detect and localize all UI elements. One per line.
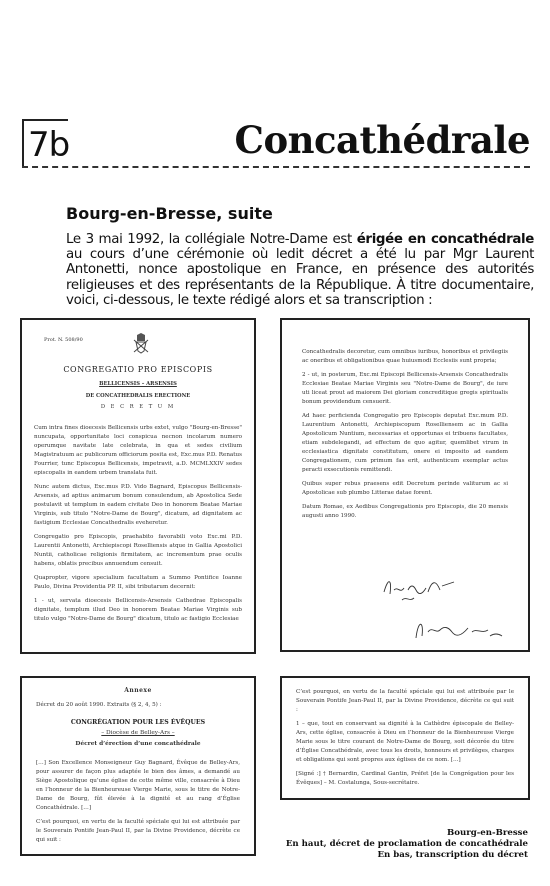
latin-paragraph: Datum Romae, ex Aedibus Congregationis pro Episcopis, die 20 mensis augusti anno 1990.: [302, 504, 508, 519]
cardinal-signature-icon: [382, 572, 462, 606]
transcription-signature: [Signé :] † Bernardin, Cardinal Gantin, Préfet [de la Congrégation pour les Évêques] – M. Costalunga, Sous-secrétaire.: [296, 771, 514, 786]
protocol-number: Prot. N. 508/90: [44, 337, 83, 343]
congregation-heading-fr: CONGRÉGATION POUR LES ÉVÊQUES: [70, 719, 206, 726]
page-number: 7b: [28, 125, 70, 165]
caption-line: En bas, transcription du décret: [377, 850, 528, 860]
caption-line: Bourg-en-Bresse: [446, 828, 528, 838]
section-subtitle: Bourg-en-Bresse, suite: [66, 204, 273, 223]
transcription-paragraph: […] Son Excellence Monseigneur Guy Bagnard, Évêque de Belley-Ars, pour assurer de façon plus adaptée le bien des âmes, a demandé au Siège Apostolique qu’une église de cette même ville, consacrée à Dieu en l’honneur de la Bienheureuse Vierge Marie, sous le titre de Notre-Dame de Bourg, fût élevée à la dignité et au rang d’Église Concathédrale. […]: [36, 760, 240, 811]
decree-scan-page-2: [280, 318, 530, 652]
latin-paragraph: Congregatio pro Episcopis, praehabito favorabili voto Exc.mi P.D. Laurentii Antonetti, Archiepiscopi Roselliensis atque in Gallia Apostolici Nuntii, catholicae religionis firmitatem, ac incrementum prae oculis habens, oblatis precibus annuendum censuit.: [34, 534, 242, 567]
transcription-page-1: [20, 676, 256, 856]
papal-crest-icon: [130, 332, 152, 354]
decree-scan-page-1: [20, 318, 256, 654]
decretum-heading: D E C R E T U M: [100, 404, 176, 410]
latin-paragraph: Cum intra fines dioecesis Bellicensis urbs extet, vulgo "Bourg-en-Bresse" nuncupata, opportunitate loci conspicua necnon incolarum numero operumque navitate late celebrata, in qua et sedes civilium Magistratuum ac publicorum officiorum posita est, Exc.mus P.D. Renatus Fourrier, tunc Episcopus Bellicensis, impetravit, a.D. MCMLXXIV sedes episcopalis in eandem urbem translata fuit.: [34, 425, 242, 476]
latin-paragraph: Ad haec perficienda Congregatio pro Episcopis deputat Exc.mum P.D. Laurentium Antonetti, Archiepiscopum Roselliensem ac in Gallia Apostolicum Nuntium, necessarias et opportunas ei tribuens facultates, etiam subdelegandi, ad effectum de quo agitur, quemlibet virum in ecclesiastica dignitate constitutum, onere ei imposito ad eandem Congregationem, cum primum fas erit, authenticum exemplar actus peracti exsecutionis remittendi.: [302, 413, 508, 473]
erection-heading: DE CONCATHEDRALIS ERECTIONE: [85, 393, 191, 399]
latin-paragraph: Concathedralis decoretur, cum omnibus iuribus, honoribus et privilegiis ac oneribus et obligationibus quae huiusmodi Ecclesiis sunt propria;: [302, 349, 508, 364]
transcription-page-2: [280, 676, 530, 800]
transcription-paragraph: 1 – que, tout en conservant sa dignité à la Cathèdre épiscopale de Belley-Ars, cette église, consacrée à Dieu en l’honneur de la Bienheureuse Vierge Marie sous le titre courant de Notre-Dame de Bourg, soit décorée du titre d’Église Concathédrale, avec tous les droits, honneurs et privilèges, charges et obligations qui sont propres aux églises de ce nom. […]: [296, 721, 514, 763]
latin-paragraph: 2 - ut, in posterum, Exc.mi Episcopi Bellicensis-Arsensis Concathedralis Ecclesiae Beatae Mariae Virginis seu "Notre-Dame de Bourg", de iure uti liceat prout ad maiorem Dei gloriam concreditique gregis spiritualis bonum providendum censuerit.: [302, 372, 508, 405]
page-title: Concathédrale: [234, 118, 530, 162]
intro-paragraph: [66, 232, 534, 308]
decree-subject-fr: Décret d’érection d’une concathédrale: [75, 741, 201, 747]
annexe-heading: Annexe: [124, 687, 152, 694]
latin-paragraph: 1 - ut, servata dioecesis Bellicensis-Arsensis Cathedrae Episcopalis dignitate, templum illud Deo in honorem Beatae Mariae Virginis sub titulo vulgo "Notre-Dame de Bourg" dicatum, titulo ac fastigio Ecclesiae: [34, 598, 242, 622]
caption-line: En haut, décret de proclamation de concathédrale: [285, 839, 528, 849]
latin-paragraph: Nunc autem dictus, Exc.mus P.D. Vido Bagnard, Episcopus Bellicensis-Arsensis, ad aptius animarum bonum consulendum, ab Apostolica Sede postulavit ut templum in eadem civitate Deo in honorem Beatae Mariae Virginis, sub titulo "Notre-Dame de Bourg", dicatum, ad dignitatem ac fastigium Ecclesiae Concathedralis eveheretur.: [34, 484, 242, 526]
latin-paragraph: Quibus super rebus praesens edit Decretum perinde valiturum ac si Apostolicae sub plumbo Litterae datae forent.: [302, 481, 508, 496]
intro-text-1: Le 3 mai 1992, la collégiale Notre-Dame est: [66, 232, 357, 247]
diocese-heading: BELLICENSIS – ARSENSIS: [99, 381, 177, 387]
figure-caption: [286, 828, 528, 861]
intro-bold: érigée en concathédrale: [356, 232, 534, 247]
header-rule: [22, 166, 530, 168]
annexe-intro: Décret du 20 août 1990. Extraits (§ 2, 4, 5) :: [36, 702, 162, 708]
diocese-heading-fr: – Diocèse de Belley-Ars –: [101, 730, 175, 736]
intro-text-2: au cours d’une cérémonie où ledit décret a été lu par Mgr Laurent Antonetti, nonce apostolique en France, en présence des autorités religieuses et des représentants de la République. À titre documentaire, voici, ci-dessous, le texte rédigé alors et sa transcription :: [66, 247, 534, 308]
transcription-paragraph: C’est pourquoi, en vertu de la faculté spéciale qui lui est attribuée par le Souverain Pontife Jean-Paul II, par la Divine Providence, décrète ce qui suit :: [296, 689, 514, 713]
transcription-paragraph: C’est pourquoi, en vertu de la faculté spéciale qui lui est attribuée par le Souverain Pontife Jean-Paul II, par la Divine Providence, décrète ce qui suit :: [36, 819, 240, 843]
congregation-heading: CONGREGATIO PRO EPISCOPIS: [63, 365, 213, 374]
secretary-signature-icon: [412, 616, 512, 644]
page-number-box: [22, 119, 68, 167]
latin-paragraph: Quapropter, vigore specialium facultatum a Summo Pontifice Ioanne Paulo, Divina Providentia PP. II, sibi tributarum decernit:: [34, 575, 242, 590]
